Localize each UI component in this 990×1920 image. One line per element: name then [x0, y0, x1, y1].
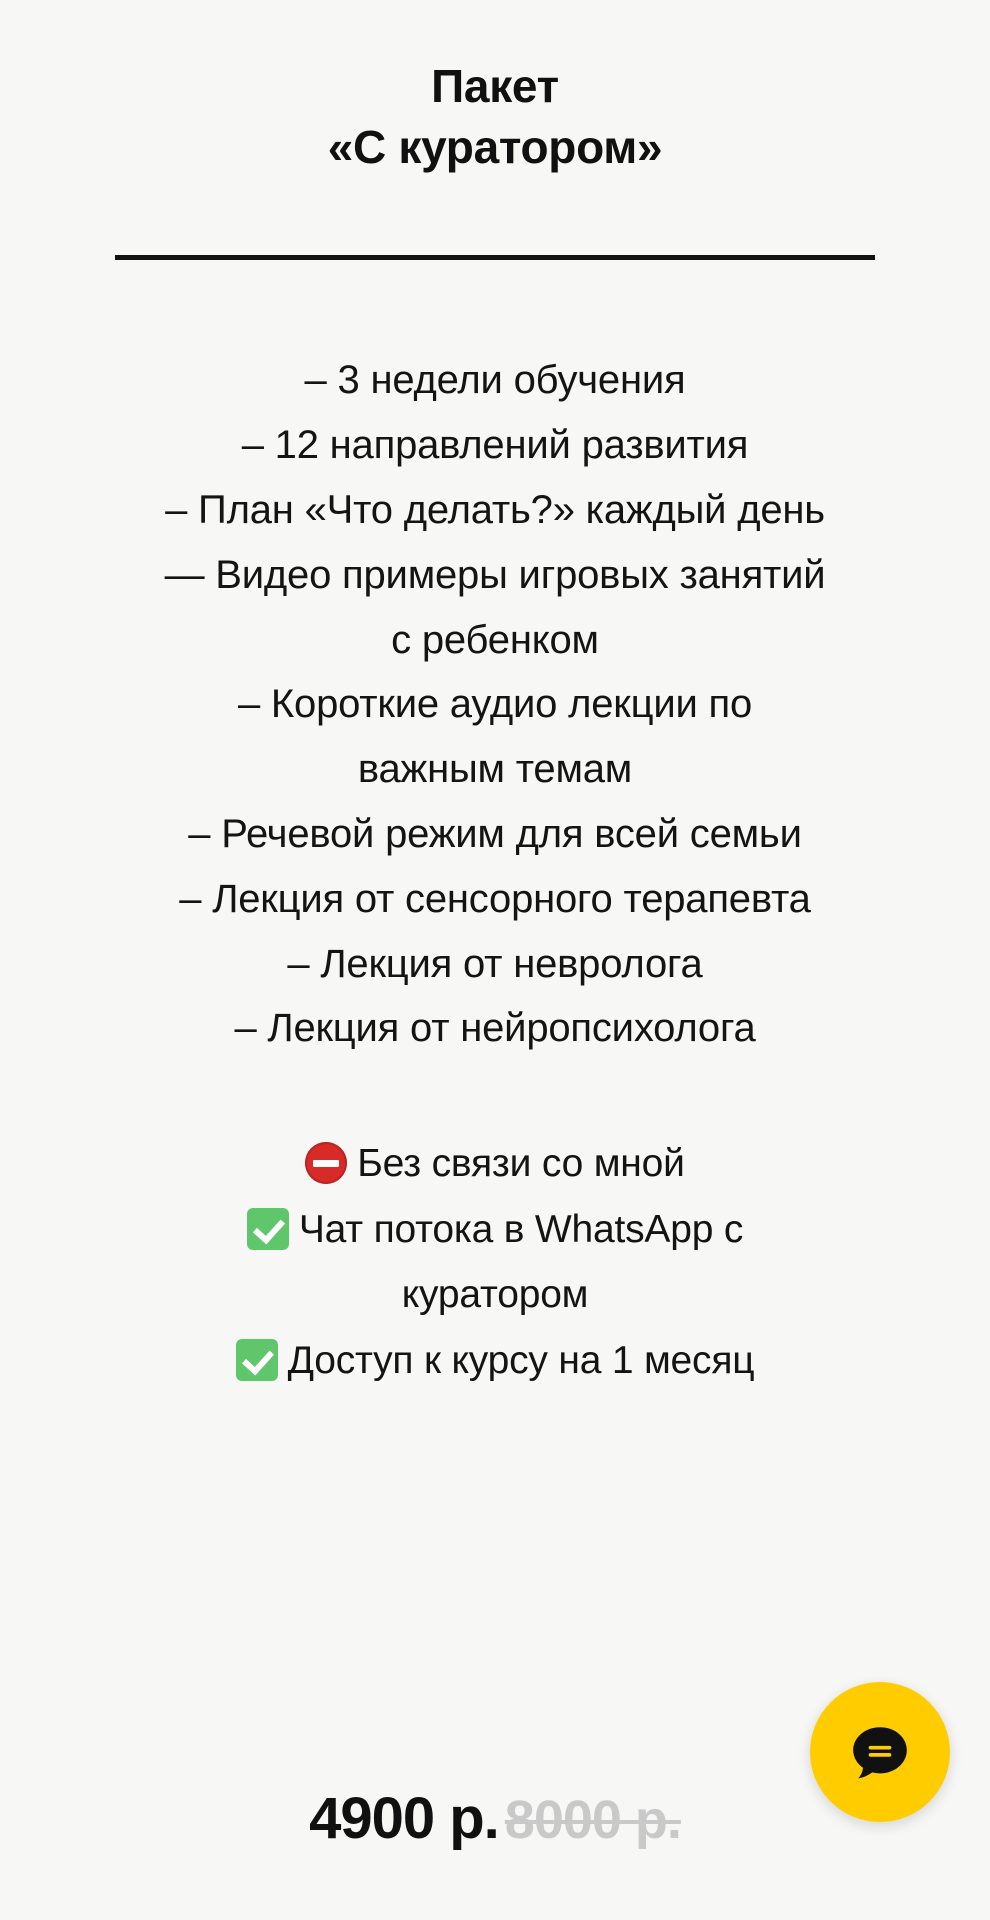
mark-label: куратором [401, 1273, 589, 1317]
feature-item: – Короткие аудио лекции по [237, 682, 753, 727]
feature-item: – План «Что делать?» каждый день [165, 488, 825, 533]
page-title-line-1: Пакет [431, 60, 559, 112]
feature-item: — Видео примеры игровых занятий [164, 552, 826, 597]
no-entry-icon [305, 1142, 347, 1184]
divider [115, 255, 875, 260]
page-title-line-2: «С куратором» [327, 120, 663, 173]
feature-item-continuation: важным темам [357, 747, 633, 792]
chat-button[interactable] [810, 1682, 950, 1822]
price-current: 4900 р. [309, 1786, 499, 1851]
feature-item: – Лекция от невролога [287, 941, 703, 986]
feature-item: – Речевой режим для всей семьи [188, 812, 802, 857]
feature-item: – Лекция от сенсорного терапевта [179, 876, 811, 921]
mark-row [95, 1131, 895, 1197]
mark-label: Чат потока в WhatsApp с [298, 1207, 744, 1251]
page-title [328, 56, 663, 177]
check-mark-icon [247, 1208, 289, 1250]
mark-row [95, 1328, 895, 1394]
feature-item: – Лекция от нейропсихолога [234, 1006, 756, 1051]
chat-bubble-icon [847, 1719, 913, 1785]
check-mark-icon [236, 1339, 278, 1381]
mark-label: Доступ к курсу на 1 месяц [287, 1338, 755, 1382]
mark-list [95, 1131, 895, 1393]
mark-row-continuation [95, 1262, 895, 1328]
mark-row [95, 1197, 895, 1263]
feature-item: – 3 недели обучения [304, 358, 686, 403]
feature-item: – 12 направлений развития [241, 423, 749, 468]
feature-item-continuation: с ребенком [391, 617, 599, 662]
mark-label: Без связи со мной [357, 1142, 685, 1186]
price-old: 8000 р. [504, 1790, 681, 1850]
feature-list [95, 348, 895, 1061]
